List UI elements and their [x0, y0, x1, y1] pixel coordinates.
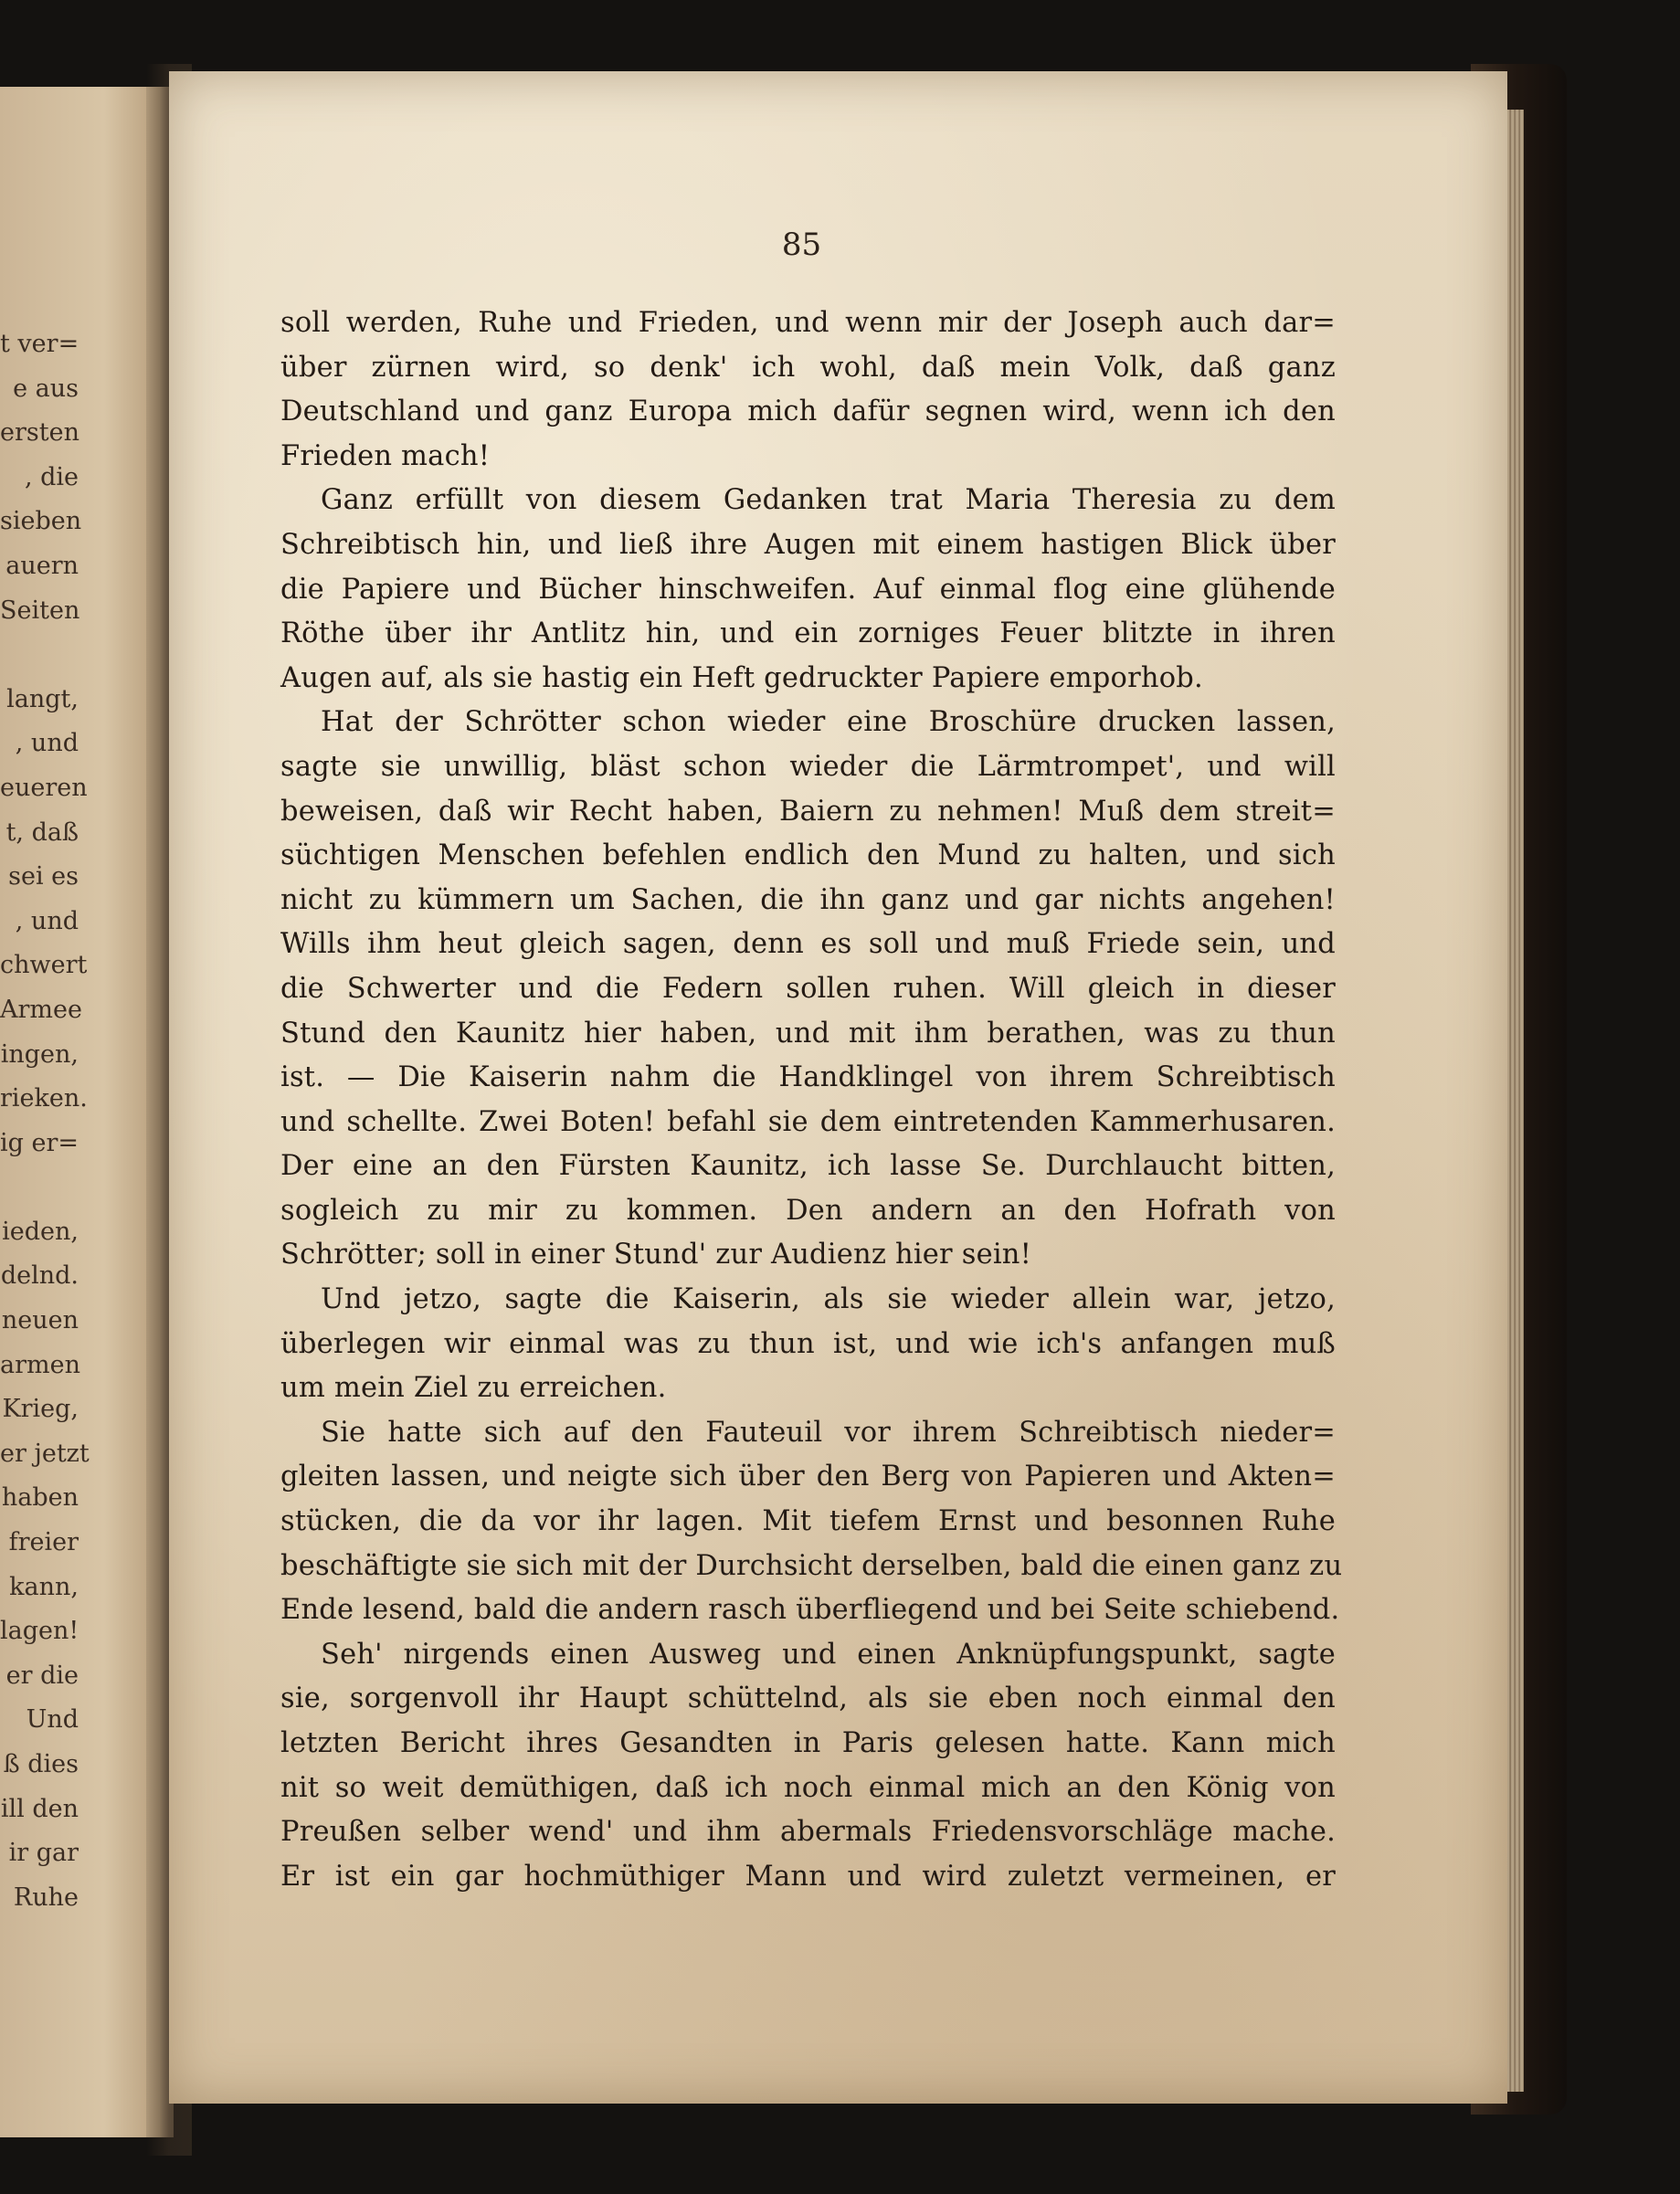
left-page-line-fragment: chwert: [0, 951, 88, 980]
text-line: die Schwerter und die Federn sollen ruhen. Will gleich in dieser: [280, 972, 1336, 1005]
left-page-line-fragment: auern: [5, 551, 79, 580]
left-page-line-fragment: , die: [24, 462, 79, 491]
left-page-line-fragment: armen: [0, 1350, 80, 1379]
left-page-text: [0, 322, 90, 1920]
left-page-line-fragment: er jetzt: [0, 1439, 90, 1468]
page-number: 85: [781, 227, 822, 263]
book-page: [169, 71, 1507, 2104]
left-page-line-fragment: ingen,: [0, 1039, 79, 1069]
text-line: Hat der Schrötter schon wieder eine Broschüre drucken lassen,: [321, 706, 1336, 739]
left-page-line-fragment: haben: [1, 1483, 79, 1513]
left-page-line-fragment: Seiten: [0, 596, 80, 625]
text-line: Stund den Kaunitz hier haben, und mit ihm berathen, was zu thun: [280, 1017, 1336, 1050]
text-line: über zürnen wird, so denk' ich wohl, daß mein Volk, daß ganz: [280, 351, 1336, 384]
text-line: Und jetzo, sagte die Kaiserin, als sie wieder allein war, jetzo,: [321, 1283, 1336, 1316]
text-line: Deutschland und ganz Europa mich dafür segnen wird, wenn ich den: [280, 396, 1336, 428]
text-line: Wills ihm heut gleich sagen, denn es soll und muß Friede sein, und: [280, 928, 1336, 961]
left-page-line-fragment: rieken.: [0, 1084, 88, 1113]
text-line: sagte sie unwillig, bläst schon wieder die Lärmtrompet', und will: [280, 750, 1336, 783]
text-line: Röthe über ihr Antlitz hin, und ein zorniges Feuer blitzte in ihren: [280, 617, 1336, 650]
text-line: beweisen, daß wir Recht haben, Baiern zu nehmen! Muß dem streit=: [280, 795, 1336, 828]
text-line: Ende lesend, bald die andern rasch überfliegend und bei Seite schiebend.: [280, 1594, 1340, 1627]
left-page-line-fragment: ieden,: [2, 1217, 79, 1246]
left-page-line-fragment: langt,: [6, 684, 79, 713]
text-line: sie, sorgenvoll ihr Haupt schüttelnd, als sie eben noch einmal den: [280, 1682, 1336, 1715]
text-line: um mein Ziel zu erreichen.: [280, 1372, 667, 1405]
left-page-line-fragment: t ver=: [0, 330, 79, 358]
left-page-line-fragment: Ruhe: [13, 1883, 79, 1912]
left-page-line-fragment: ir gar: [8, 1839, 79, 1868]
left-page-line-fragment: neuen: [1, 1306, 79, 1335]
text-line: Frieden mach!: [280, 439, 491, 472]
left-page-line-fragment: sei es: [8, 862, 79, 891]
text-line: sogleich zu mir zu kommen. Den andern an den Hofrath von: [280, 1194, 1336, 1227]
text-line: letzten Bericht ihres Gesandten in Paris gelesen hatte. Kann mich: [280, 1727, 1336, 1759]
left-page-line-fragment: e aus: [13, 374, 79, 403]
text-line: beschäftigte sie sich mit der Durchsicht derselben, bald die einen ganz zu: [280, 1549, 1343, 1582]
left-page-line-fragment: , und: [15, 729, 79, 758]
text-line: Er ist ein gar hochmüthiger Mann und wird zuletzt vermeinen, er: [280, 1860, 1336, 1893]
page-text-block: [280, 301, 1343, 1899]
left-page-line-fragment: ig er=: [0, 1128, 79, 1157]
text-line: Seh' nirgends einen Ausweg und einen Anknüpfungspunkt, sagte: [321, 1638, 1336, 1671]
left-page-line-fragment: ill den: [0, 1794, 79, 1823]
text-line: Der eine an den Fürsten Kaunitz, ich lasse Se. Durchlaucht bitten,: [280, 1150, 1336, 1183]
text-line: die Papiere und Bücher hinschweifen. Auf einmal flog eine glühende: [280, 573, 1336, 606]
text-line: nit so weit demüthigen, daß ich noch einmal mich an den König von: [280, 1771, 1336, 1804]
left-page-line-fragment: Armee: [0, 995, 82, 1024]
text-line: überlegen wir einmal was zu thun ist, und wie ich's anfangen muß: [280, 1327, 1336, 1360]
text-line: Sie hatte sich auf den Fauteuil vor ihrem Schreibtisch nieder=: [321, 1416, 1336, 1449]
text-line: soll werden, Ruhe und Frieden, und wenn mir der Joseph auch dar=: [280, 307, 1336, 339]
left-page-line-fragment: Und: [26, 1705, 79, 1735]
left-page-line-fragment: lagen!: [0, 1617, 79, 1646]
left-page-line-fragment: er die: [5, 1661, 79, 1690]
left-page-line-fragment: delnd.: [0, 1261, 79, 1291]
left-page-line-fragment: [0, 1166, 79, 1210]
text-line: stücken, die da vor ihr lagen. Mit tiefem Ernst und besonnen Ruhe: [280, 1505, 1336, 1538]
left-page-line-fragment: kann,: [9, 1572, 79, 1601]
text-line: Preußen selber wend' und ihm abermals Friedensvorschläge mache.: [280, 1816, 1336, 1849]
left-page-line-fragment: freier: [8, 1528, 79, 1557]
left-page-line-fragment: [0, 633, 79, 678]
text-line: Ganz erfüllt von diesem Gedanken trat Maria Theresia zu dem: [321, 484, 1336, 517]
text-line: gleiten lassen, und neigte sich über den Berg von Papieren und Akten=: [280, 1461, 1336, 1493]
left-page-line-fragment: , und: [15, 906, 79, 935]
text-line: süchtigen Menschen befehlen endlich den Mund zu halten, und sich: [280, 839, 1336, 872]
left-page-line-fragment: ß dies: [3, 1750, 79, 1778]
text-line: und schellte. Zwei Boten! befahl sie dem eintretenden Kammerhusaren.: [280, 1105, 1336, 1138]
left-page-line-fragment: sieben: [0, 507, 82, 536]
left-page-line-fragment: eueren: [0, 773, 88, 802]
left-page-line-fragment: ersten: [0, 418, 79, 448]
left-page-line-fragment: Krieg,: [2, 1395, 79, 1424]
text-line: ist. — Die Kaiserin nahm die Handklingel von ihrem Schreibtisch: [280, 1061, 1336, 1094]
text-line: Schreibtisch hin, und ließ ihre Augen mit einem hastigen Blick über: [280, 528, 1336, 561]
left-page-line-fragment: t, daß: [5, 817, 79, 847]
text-line: Augen auf, als sie hastig ein Heft gedruckter Papiere emporhob.: [280, 661, 1203, 694]
text-line: nicht zu kümmern um Sachen, die ihn ganz und gar nichts angehen!: [280, 883, 1336, 916]
text-line: Schrötter; soll in einer Stund' zur Audienz hier sein!: [280, 1239, 1032, 1271]
